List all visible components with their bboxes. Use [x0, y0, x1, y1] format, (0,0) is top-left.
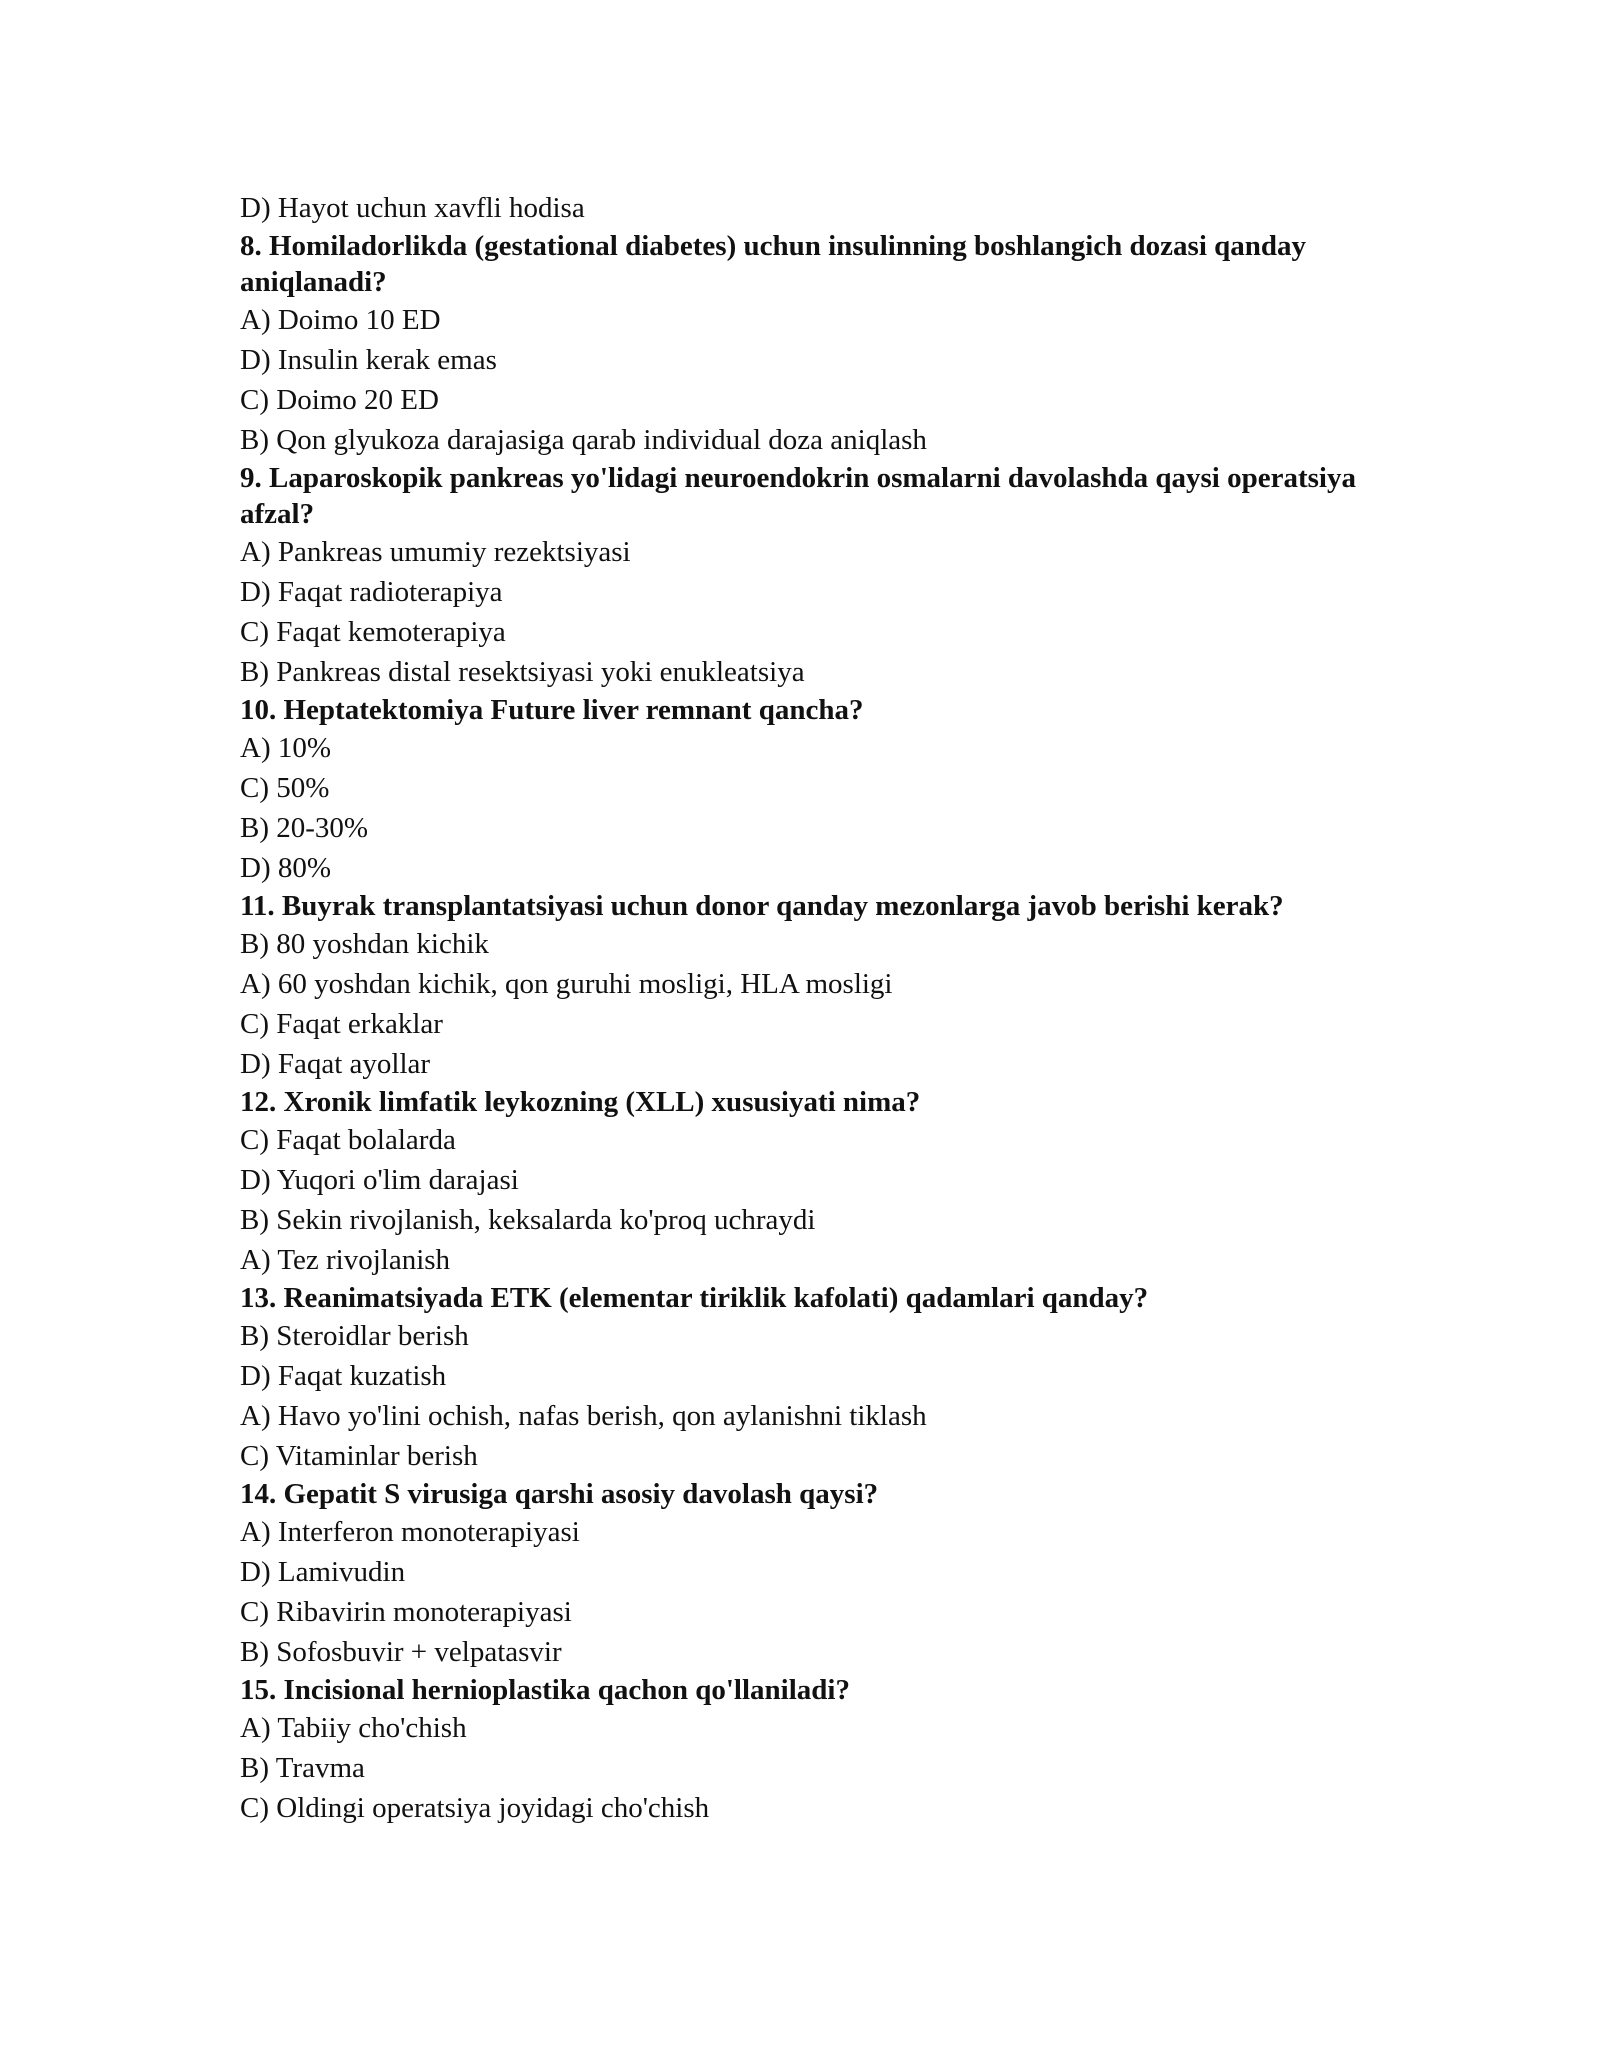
question-list — [240, 228, 1420, 1828]
answer-option: B) Sekin rivojlanish, keksalarda ko'proq uchraydi — [240, 1204, 816, 1236]
answer-option: A) Pankreas umumiy rezektsiyasi — [240, 536, 631, 568]
question-block — [240, 888, 1420, 1084]
answer-option: A) Tabiiy cho'chish — [240, 1712, 467, 1744]
answer-option: D) Faqat ayollar — [240, 1048, 431, 1080]
answer-option: D) Hayot uchun xavfli hodisa — [240, 192, 585, 224]
answer-option: D) Yuqori o'lim darajasi — [240, 1164, 519, 1196]
answer-option: C) Ribavirin monoterapiyasi — [240, 1596, 572, 1628]
question-title: 14. Gepatit S virusiga qarshi asosiy davolash qaysi? — [240, 1478, 879, 1510]
question-block — [240, 692, 1420, 888]
answer-option: C) Faqat kemoterapiya — [240, 616, 506, 648]
answer-option: B) Travma — [240, 1752, 365, 1784]
answer-option: B) Qon glyukoza darajasiga qarab individual doza aniqlash — [240, 424, 927, 456]
question-block — [240, 1280, 1420, 1476]
answer-option: A) 60 yoshdan kichik, qon guruhi mosligi, HLA mosligi — [240, 968, 893, 1000]
answer-option: A) Doimo 10 ED — [240, 304, 441, 336]
answer-option: C) Faqat bolalarda — [240, 1124, 456, 1156]
answer-option: C) Vitaminlar berish — [240, 1440, 478, 1472]
question-title: 10. Heptatektomiya Future liver remnant qancha? — [240, 694, 864, 726]
answer-option: C) 50% — [240, 772, 330, 804]
answer-option: B) Sofosbuvir + velpatasvir — [240, 1636, 562, 1668]
document-page — [240, 188, 1420, 1828]
answer-option: B) Pankreas distal resektsiyasi yoki enukleatsiya — [240, 656, 805, 688]
question-title: 15. Incisional hernioplastika qachon qo'llaniladi? — [240, 1674, 850, 1706]
answer-option: C) Doimo 20 ED — [240, 384, 439, 416]
question-title: 9. Laparoskopik pankreas yo'lidagi neuroendokrin osmalarni davolashda qaysi operatsiya afzal? — [240, 462, 1356, 530]
question-block — [240, 460, 1420, 692]
question-title: 12. Xronik limfatik leykozning (XLL) xususiyati nima? — [240, 1086, 921, 1118]
question-block — [240, 1476, 1420, 1672]
question-block — [240, 228, 1420, 460]
answer-option: A) 10% — [240, 732, 332, 764]
answer-option: D) Faqat radioterapiya — [240, 576, 503, 608]
question-title: 11. Buyrak transplantatsiyasi uchun donor qanday mezonlarga javob berishi kerak? — [240, 890, 1284, 922]
answer-option: B) 80 yoshdan kichik — [240, 928, 489, 960]
answer-option: D) Insulin kerak emas — [240, 344, 497, 376]
answer-option: A) Havo yo'lini ochish, nafas berish, qon aylanishni tiklash — [240, 1400, 927, 1432]
answer-option: D) Faqat kuzatish — [240, 1360, 447, 1392]
answer-option: B) Steroidlar berish — [240, 1320, 469, 1352]
question-block — [240, 1672, 1420, 1828]
answer-option: A) Tez rivojlanish — [240, 1244, 451, 1276]
answer-option: C) Oldingi operatsiya joyidagi cho'chish — [240, 1792, 710, 1824]
answer-option: C) Faqat erkaklar — [240, 1008, 443, 1040]
question-title: 8. Homiladorlikda (gestational diabetes) uchun insulinning boshlangich dozasi qanday aniqlanadi? — [240, 230, 1307, 298]
question-title: 13. Reanimatsiyada ETK (elementar tiriklik kafolati) qadamlari qanday? — [240, 1282, 1149, 1314]
answer-option: B) 20-30% — [240, 812, 369, 844]
question-block — [240, 1084, 1420, 1280]
answer-option: D) Lamivudin — [240, 1556, 406, 1588]
answer-option: D) 80% — [240, 852, 332, 884]
answer-option: A) Interferon monoterapiyasi — [240, 1516, 580, 1548]
